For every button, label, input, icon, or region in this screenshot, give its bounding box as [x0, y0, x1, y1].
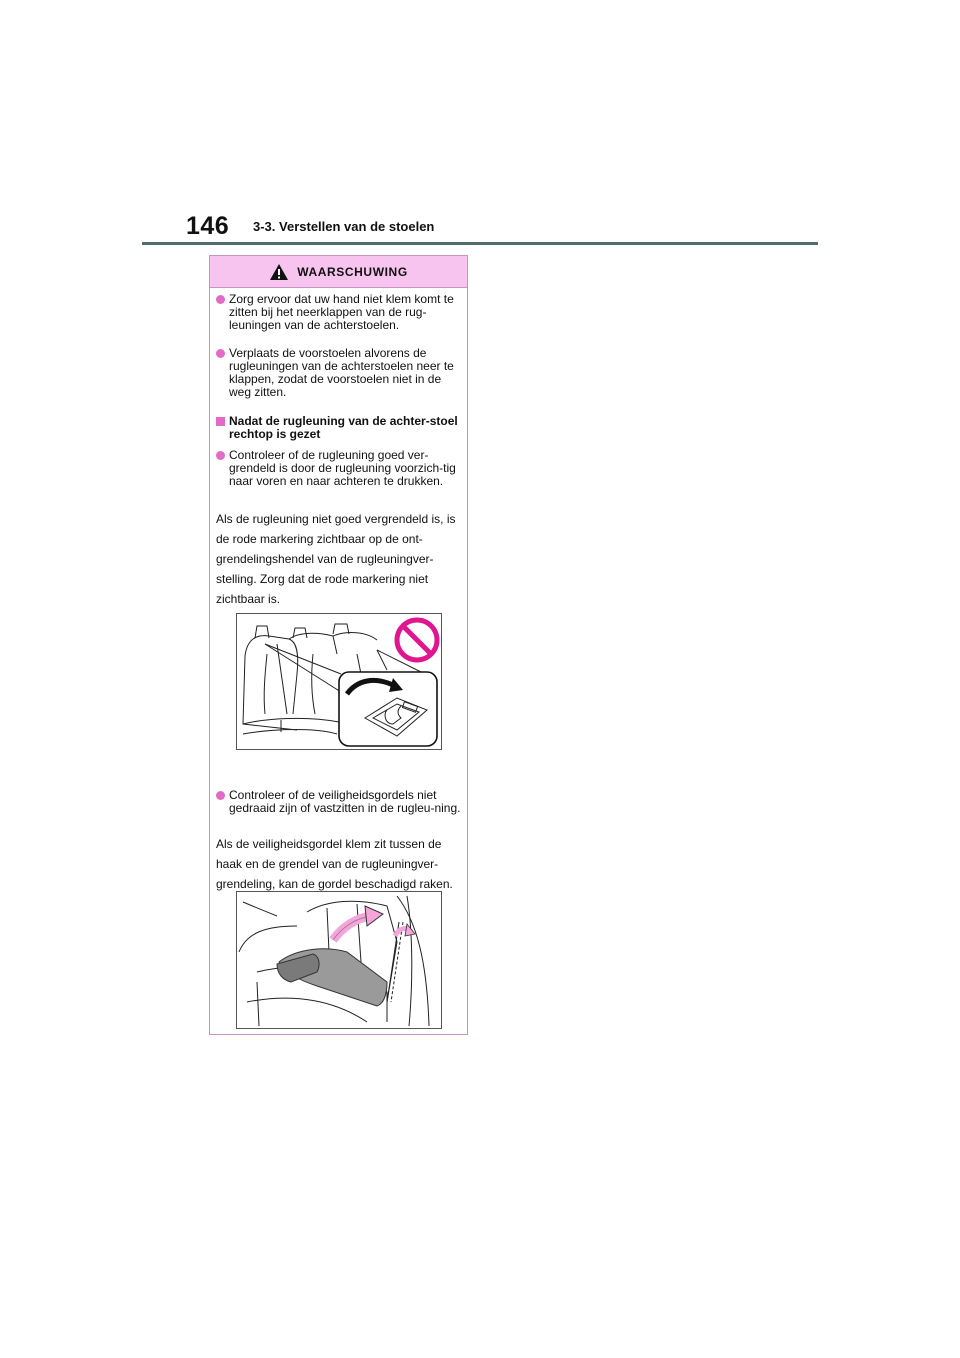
seat-lock-drawing [237, 614, 441, 749]
bullet-dot-icon [216, 451, 225, 460]
list-item [216, 293, 466, 332]
seat-belt-illustration [236, 891, 442, 1029]
warning-header [210, 256, 467, 288]
bullet-dot-icon [216, 349, 225, 358]
paragraph-belt: Als de veiligheidsgordel klem zit tussen de haak en de grendel van de rugleuningver-grendeling, kan de gordel beschadigd raken. [216, 837, 453, 891]
bullet-dot-icon [216, 295, 225, 304]
page-number: 146 [186, 212, 230, 240]
square-bullet-icon [216, 417, 225, 426]
warning-title: WAARSCHUWING [297, 264, 408, 279]
subheading [216, 415, 466, 441]
bullet-text: Controleer of de veiligheidsgordels niet gedraaid zijn of vastzitten in de rugleu-ning. [229, 788, 461, 815]
paragraph-lock: Als de rugleuning niet goed vergrendeld is, is de rode markering zichtbaar op de ont-grendelingshendel van de rugleuningver-stelling. Zorg dat de rode markering niet zichtbaar is. [216, 512, 456, 606]
bullet-text: Zorg ervoor dat uw hand niet klem komt te zitten bij het neerklappen van de rug-leuningen van de achterstoelen. [229, 292, 454, 332]
section-title: 3-3. Verstellen van de stoelen [253, 219, 435, 234]
header-rule [142, 242, 818, 245]
seat-belt-drawing [237, 892, 441, 1028]
bullet-text: Controleer of de rugleuning goed ver-grendeld is door de rugleuning voorzich-tig naar voren en naar achteren te drukken. [229, 448, 456, 488]
bullet-text: Verplaats de voorstoelen alvorens de rugleuningen van de achterstoelen neer te klappen, zodat de voorstoelen niet in de weg zitten. [229, 346, 454, 399]
subheading-text: Nadat de rugleuning van de achter-stoel rechtop is gezet [229, 414, 458, 441]
prohibition-icon [397, 620, 437, 660]
bullet-dot-icon [216, 791, 225, 800]
list-item [216, 789, 466, 815]
seat-lock-illustration [236, 613, 442, 750]
list-item [216, 449, 466, 488]
warning-triangle-icon [269, 263, 289, 281]
list-item [216, 347, 466, 399]
